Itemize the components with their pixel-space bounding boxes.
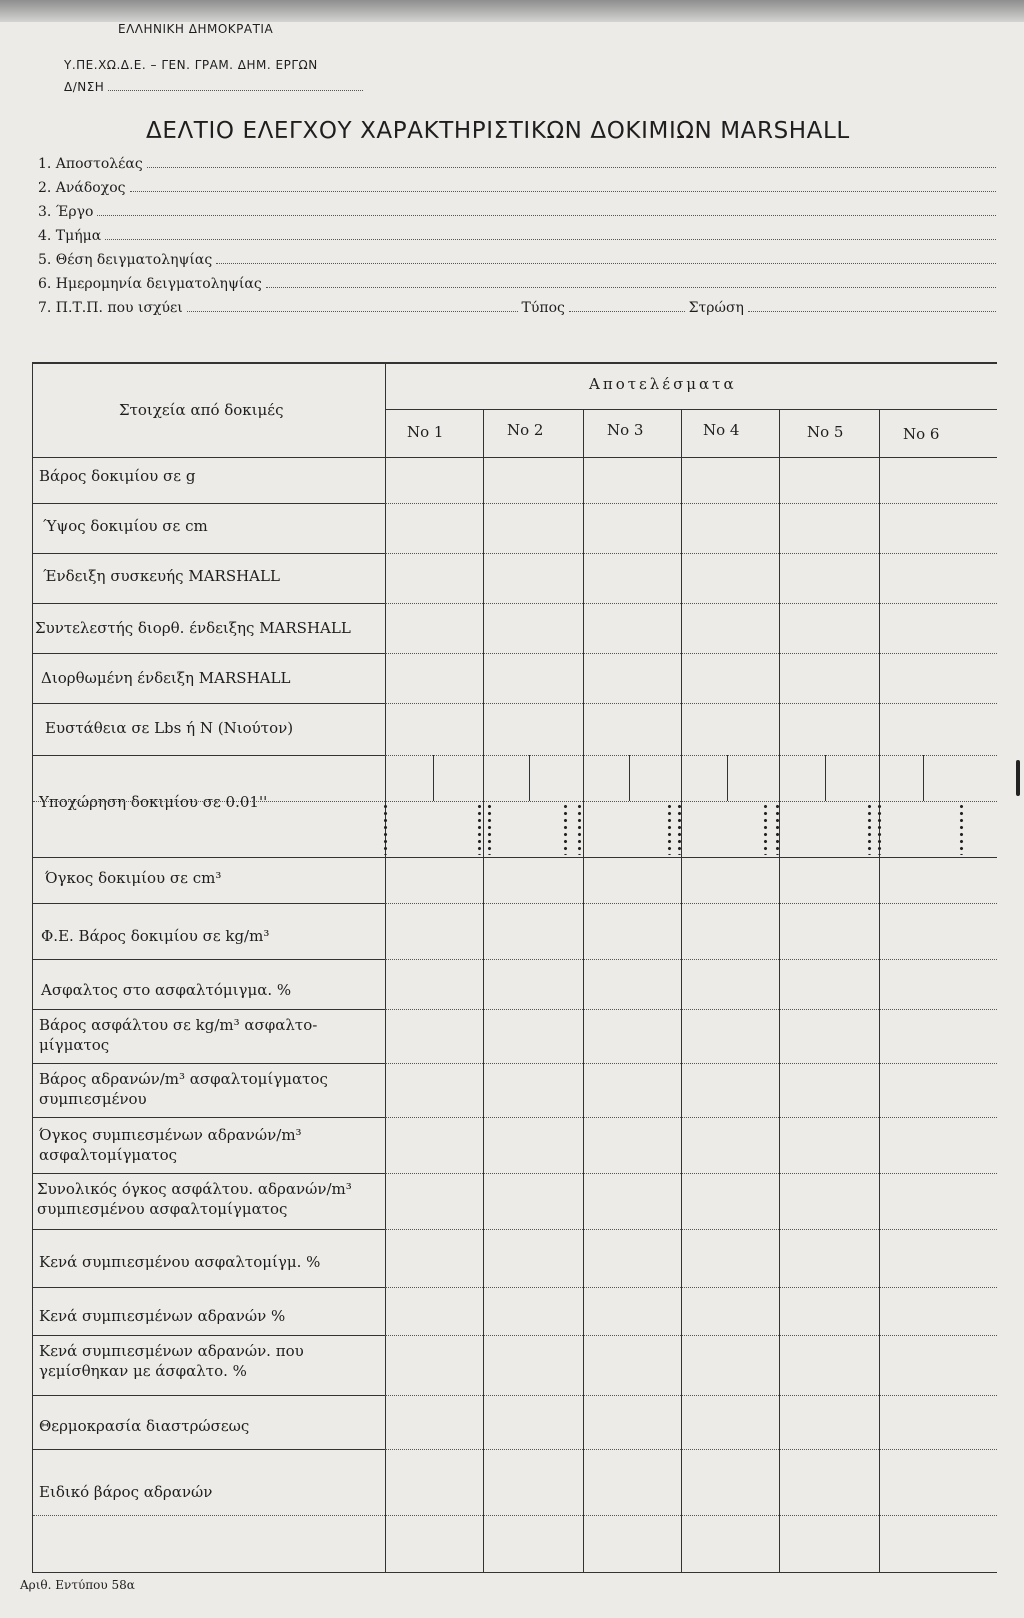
row-label-correction-factor: Συντελεστής διορθ. ένδειξης MARSHALL <box>35 619 351 637</box>
row-label-asphalt-weight: Βάρος ασφάλτου σε kg/m³ ασφαλτο-μίγματος <box>39 1016 318 1054</box>
row-dotted-line <box>385 503 997 504</box>
table-results-header: Αποτελέσματα <box>589 375 737 393</box>
stability-tick <box>529 755 530 801</box>
column-header-2: No 2 <box>507 421 544 439</box>
flow-pattern <box>561 803 570 855</box>
row-dotted-line <box>385 653 997 654</box>
row-label-aggregate-volume: Όγκος συμπιεσμένων αδρανών/m³ ασφαλτομίγματος <box>39 1126 302 1164</box>
field-sampling-date-line[interactable] <box>266 287 996 288</box>
scan-top-edge <box>0 0 1024 22</box>
stability-tick <box>629 755 630 801</box>
row-label-bulk-density: Φ.Ε. Βάρος δοκιμίου σε kg/m³ <box>41 927 270 945</box>
field-type-label: Τύπος <box>521 300 565 316</box>
flow-pattern <box>875 803 884 855</box>
column-header-3: No 3 <box>607 421 644 439</box>
field-contractor[interactable] <box>38 174 996 196</box>
field-project-label: 3. Έργο <box>38 204 94 220</box>
field-project-line[interactable] <box>97 215 996 216</box>
flow-pattern <box>485 803 494 855</box>
row-dotted-line <box>385 1173 997 1174</box>
column-header-4: No 4 <box>703 421 740 439</box>
form-number: Αριθ. Εντύπου 58α <box>20 1578 135 1592</box>
field-sampling-location-label: 5. Θέση δειγματοληψίας <box>38 252 213 268</box>
col-divider-4 <box>779 409 780 1573</box>
row-line <box>33 755 385 756</box>
header-ministry: Υ.ΠΕ.ΧΩ.Δ.Ε. – ΓΕΝ. ΓΡΑΜ. ΔΗΜ. ΕΡΓΩΝ <box>64 58 318 72</box>
row-dotted-line <box>385 553 997 554</box>
field-specification-label: 7. Π.Τ.Π. που ισχύει <box>38 300 183 316</box>
form-title: ΔΕΛΤΙΟ ΕΛΕΓΧΟΥ ΧΑΡΑΚΤΗΡΙΣΤΙΚΩΝ ΔΟΚΙΜΙΩΝ MARSHALL <box>146 118 850 144</box>
flow-pattern <box>381 803 390 855</box>
stability-tick <box>825 755 826 801</box>
row-line <box>33 1395 385 1396</box>
flow-pattern <box>665 803 674 855</box>
column-header-6: No 6 <box>903 425 940 443</box>
row-dotted-line <box>385 1117 997 1118</box>
row-dotted-line <box>385 1449 997 1450</box>
row-label-flow: Υποχώρηση δοκιμίου σε 0.01'' <box>39 793 268 811</box>
row-line <box>33 553 385 554</box>
col-divider-3 <box>681 409 682 1573</box>
row-line <box>33 503 385 504</box>
row-dotted-line <box>385 1009 997 1010</box>
row-dotted-line <box>33 1515 997 1516</box>
row-label-total-volume: Συνολικός όγκος ασφάλτου. αδρανών/m³ συμπιεσμένου ασφαλτομίγματος <box>37 1180 352 1218</box>
field-layer-line[interactable] <box>748 311 996 312</box>
field-section-label: 4. Τμήμα <box>38 228 102 244</box>
flow-pattern <box>957 803 966 855</box>
flow-pattern <box>773 803 782 855</box>
row-label-height: Ύψος δοκιμίου σε cm <box>43 517 208 535</box>
row-line <box>33 959 385 960</box>
row-dotted-line <box>385 1229 997 1230</box>
stability-tick <box>727 755 728 801</box>
header-country: ΕΛΛΗΝΙΚΗ ΔΗΜΟΚΡΑΤΙΑ <box>118 22 274 36</box>
row-label-laying-temperature: Θερμοκρασία διαστρώσεως <box>39 1417 250 1435</box>
field-sender-line[interactable] <box>147 167 996 168</box>
results-header-divider <box>385 409 997 410</box>
row-label-marshall-reading: Ένδειξη συσκευής MARSHALL <box>43 567 280 585</box>
row-label-weight: Βάρος δοκιμίου σε g <box>39 467 196 485</box>
row-label-stability: Ευστάθεια σε Lbs ή N (Νιούτον) <box>45 719 294 737</box>
header-bottom-line <box>33 457 997 458</box>
column-header-5: No 5 <box>807 423 844 441</box>
row-line <box>33 1009 385 1010</box>
row-line <box>33 603 385 604</box>
stability-tick <box>923 755 924 801</box>
field-contractor-label: 2. Ανάδοχος <box>38 180 126 196</box>
row-dotted-line <box>385 1395 997 1396</box>
field-specification-line[interactable] <box>187 311 518 312</box>
table-left-header: Στοιχεία από δοκιμές <box>119 401 284 419</box>
field-sampling-location[interactable] <box>38 246 996 268</box>
field-specification[interactable] <box>38 294 996 316</box>
row-line <box>33 1449 385 1450</box>
field-sender[interactable] <box>38 150 996 172</box>
column-header-1: No 1 <box>407 423 444 441</box>
table-top-border <box>33 363 997 364</box>
field-layer-label: Στρώση <box>688 300 744 316</box>
field-contractor-line[interactable] <box>130 191 997 192</box>
row-line <box>33 857 997 858</box>
flow-pattern <box>575 803 584 855</box>
binding-mark <box>1016 760 1020 796</box>
field-sampling-date-label: 6. Ημερομηνία δειγματοληψίας <box>38 276 262 292</box>
row-line <box>33 703 385 704</box>
row-dotted-line <box>33 801 997 802</box>
flow-pattern <box>475 803 484 855</box>
header-directorate <box>64 80 363 94</box>
row-label-volume: Όγκος δοκιμίου σε cm³ <box>45 869 222 887</box>
row-line <box>33 1287 385 1288</box>
row-dotted-line <box>385 1063 997 1064</box>
row-dotted-line <box>385 959 997 960</box>
stability-tick <box>433 755 434 801</box>
marshall-results-table <box>32 362 997 1573</box>
header-directorate-label: Δ/ΝΣΗ <box>64 80 105 94</box>
row-label-aggregate-voids: Κενά συμπιεσμένων αδρανών % <box>39 1307 286 1325</box>
row-dotted-line <box>385 603 997 604</box>
directorate-fill-line[interactable] <box>108 90 363 91</box>
row-line <box>33 1063 385 1064</box>
field-section[interactable] <box>38 222 996 244</box>
row-label-aggregate-weight: Βάρος αδρανών/m³ ασφαλτομίγματος συμπιεσμένου <box>39 1070 328 1108</box>
column-divider <box>385 363 386 1573</box>
flow-pattern <box>761 803 770 855</box>
col-divider-2 <box>583 409 584 1573</box>
field-section-line[interactable] <box>105 239 996 240</box>
row-line <box>33 1173 385 1174</box>
row-label-filled-voids: Κενά συμπιεσμένων αδρανών. που γεμίσθηκαν με άσφαλτο. % <box>39 1342 304 1380</box>
table-bottom-border <box>33 1572 997 1573</box>
row-label-mix-voids: Κενά συμπιεσμένου ασφαλτομίγμ. % <box>39 1253 321 1271</box>
row-line <box>33 1117 385 1118</box>
row-line <box>33 903 385 904</box>
flow-pattern <box>675 803 684 855</box>
field-project[interactable] <box>38 198 996 220</box>
row-label-corrected-reading: Διορθωμένη ένδειξη MARSHALL <box>41 669 291 687</box>
row-line <box>33 1335 385 1336</box>
field-sender-label: 1. Αποστολέας <box>38 156 143 172</box>
field-type-line[interactable] <box>569 311 685 312</box>
col-divider-1 <box>483 409 484 1573</box>
row-dotted-line <box>385 903 997 904</box>
flow-pattern <box>865 803 874 855</box>
field-sampling-location-line[interactable] <box>216 263 996 264</box>
row-dotted-line <box>385 1287 997 1288</box>
row-dotted-line <box>385 1335 997 1336</box>
col-divider-5 <box>879 409 880 1573</box>
row-line <box>33 1229 385 1230</box>
row-dotted-line <box>385 703 997 704</box>
row-dotted-line <box>385 755 997 756</box>
row-line <box>33 653 385 654</box>
row-label-asphalt-content: Ασφαλτος στο ασφαλτόμιγμα. % <box>41 981 292 999</box>
field-sampling-date[interactable] <box>38 270 996 292</box>
row-label-aggregate-specific-gravity: Ειδικό βάρος αδρανών <box>39 1483 213 1501</box>
